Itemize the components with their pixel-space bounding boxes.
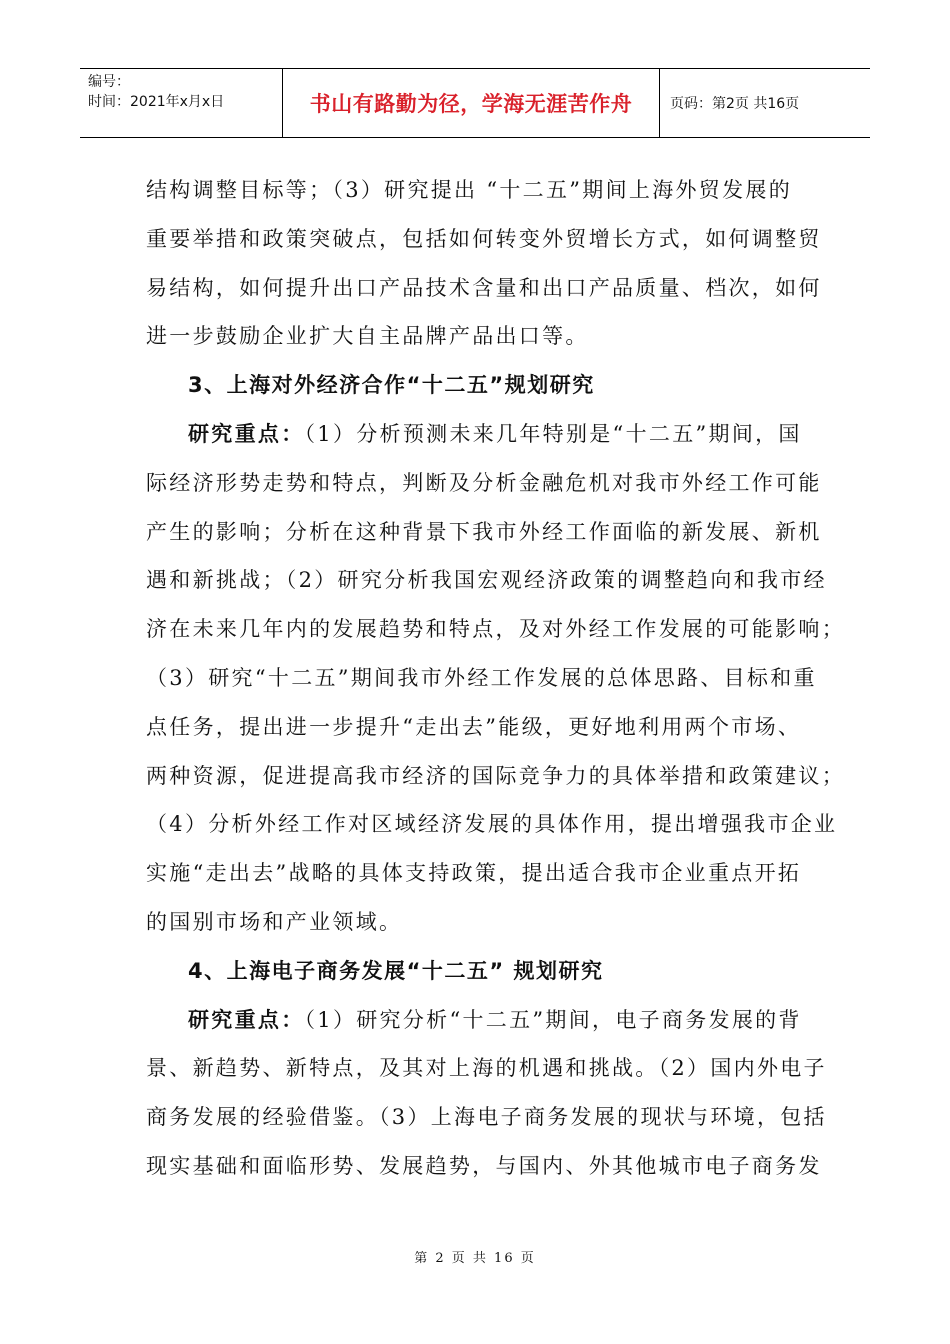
body-line: 的国别市场和产业领域。 <box>146 909 403 934</box>
body-line: 重要举措和政策突破点，包括如何转变外贸增长方式，如何调整贸 <box>146 226 822 251</box>
doc-number-label: 编号： <box>88 74 130 90</box>
research-focus-label: 研究重点： <box>188 1007 305 1032</box>
body-line: 现实基础和面临形势、发展趋势，与国内、外其他城市电子商务发 <box>146 1153 822 1178</box>
header-meta <box>80 69 283 137</box>
section-heading-4: 4、上海电子商务发展“十二五” 规划研究 <box>188 958 604 983</box>
section-heading-3: 3、上海对外经济合作“十二五”规划研究 <box>188 373 595 398</box>
header-page-info: 页码：第2页 共16页 <box>670 96 800 112</box>
body-line: 产生的影响；分析在这种背景下我市外经工作面临的新发展、新机 <box>146 519 822 544</box>
section4-first-line-text: （1）研究分析“十二五”期间，电子商务发展的背 <box>304 1007 802 1032</box>
body-line: 进一步鼓励企业扩大自主品牌产品出口等。 <box>146 324 589 349</box>
page-footer: 第 2 页 共 16 页 <box>414 1251 536 1266</box>
body-line: 易结构，如何提升出口产品技术含量和出口产品质量、档次，如何 <box>146 275 822 300</box>
body-line: 点任务，提出进一步提升“走出去”能级，更好地利用两个市场、 <box>146 714 802 739</box>
body-line: 商务发展的经验借鉴。（3）上海电子商务发展的现状与环境，包括 <box>146 1105 827 1130</box>
body-line: 景、新趋势、新特点，及其对上海的机遇和挑战。（2）国内外电子 <box>146 1056 827 1081</box>
body-line: 际经济形势走势和特点，判断及分析金融危机对我市外经工作可能 <box>146 470 822 495</box>
body-line: 实施“走出去”战略的具体支持政策，提出适合我市企业重点开拓 <box>146 861 802 886</box>
document-body <box>146 166 845 1191</box>
body-line: （3）研究“十二五”期间我市外经工作发展的总体思路、目标和重 <box>146 665 817 690</box>
body-line: 两种资源，促进提高我市经济的国际竞争力的具体举措和政策建议； <box>146 763 845 788</box>
research-focus-label: 研究重点： <box>188 421 305 446</box>
section3-first-line <box>146 410 816 459</box>
doc-time-label: 时间：2021年x月x日 <box>88 94 225 110</box>
page-header <box>80 68 870 138</box>
header-motto: 书山有路勤为径，学海无涯苦作舟 <box>283 69 660 137</box>
body-line: （4）分析外经工作对区域经济发展的具体作用，提出增强我市企业 <box>146 812 838 837</box>
section3-first-line-text: （1）分析预测未来几年特别是“十二五”期间，国 <box>304 421 802 446</box>
body-line: 结构调整目标等；（3）研究提出 “十二五”期间上海外贸发展的 <box>146 178 793 202</box>
body-line: 遇和新挑战；（2）研究分析我国宏观经济政策的调整趋向和我市经 <box>146 568 827 593</box>
section4-first-line <box>146 996 816 1045</box>
body-line: 济在未来几年内的发展趋势和特点，及对外经工作发展的可能影响； <box>146 617 845 642</box>
